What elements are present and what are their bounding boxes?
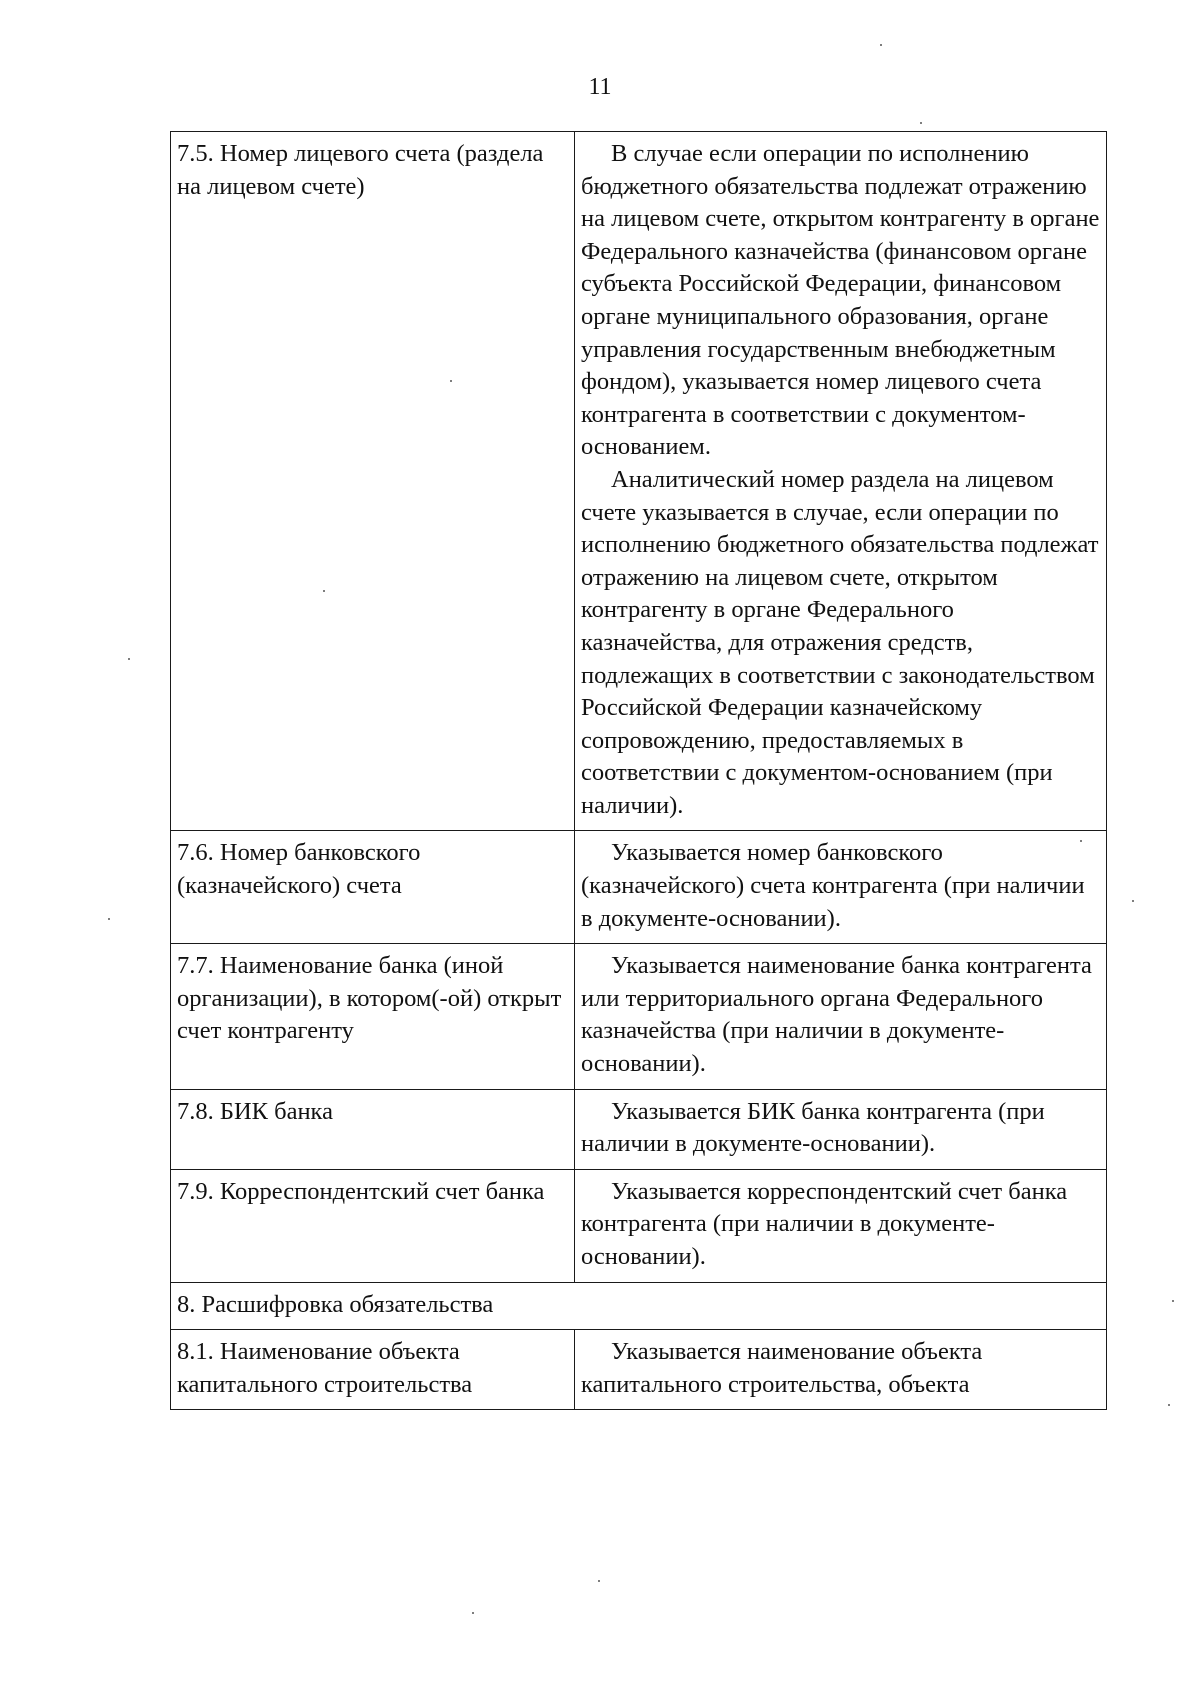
description-paragraph: Указывается корреспондентский счет банка контрагента (при наличии в документе-основании). xyxy=(581,1177,1068,1270)
row-description-cell xyxy=(575,944,1107,1089)
table-row xyxy=(171,944,1107,1089)
scan-speck xyxy=(598,1580,600,1582)
row-description-cell xyxy=(575,1089,1107,1169)
page-number: 11 xyxy=(588,74,612,100)
section-heading-row xyxy=(171,1282,1107,1330)
scan-speck xyxy=(128,658,130,660)
row-description-cell xyxy=(575,1330,1107,1410)
row-label-cell xyxy=(171,1330,575,1410)
row-label-cell xyxy=(171,1169,575,1282)
scan-speck xyxy=(1168,1404,1170,1406)
row-label: 8.1. Наименование объекта капитального строительства xyxy=(177,1338,473,1398)
scan-speck xyxy=(1080,840,1082,842)
row-label: 7.5. Номер лицевого счета (раздела на лицевом счете) xyxy=(177,140,544,200)
requisites-table xyxy=(170,131,1107,1410)
section-heading: 8. Расшифровка обязательства xyxy=(171,1282,1107,1330)
table-row xyxy=(171,132,1107,831)
row-label: 7.8. БИК банка xyxy=(177,1097,333,1125)
scan-speck xyxy=(1172,1300,1174,1302)
row-label: 7.6. Номер банковского (казначейского) счета xyxy=(177,839,421,900)
table-row xyxy=(171,1089,1107,1169)
scan-speck xyxy=(1132,900,1134,902)
description-paragraph: В случае если операции по исполнению бюджетного обязательства подлежат отражению на лицевом счете, открытом контрагенту в органе Федерального казначейства (финансовом органе субъекта Российской Федерации, финансовом органе муниципального образования, органе управления государственным внебюджетным фондом), указывается номер лицевого счета контрагента в соответствии с документом-основанием. xyxy=(581,140,1100,461)
description-paragraph: Аналитический номер раздела на лицевом счете указывается в случае, если операции по исполнению бюджетного обязательства подлежат отражению на лицевом счете, открытом контрагенту в органе Федерального казначейства, для отражения средств, подлежащих в соответствии с законодательством Российской Федерации казначейскому сопровождению, предоставляемых в соответствии с документом-основанием (при наличии). xyxy=(581,465,1099,819)
row-label-cell xyxy=(171,132,575,831)
scan-speck xyxy=(323,590,325,592)
table-row xyxy=(171,1330,1107,1410)
row-label: 7.9. Корреспондентский счет банка xyxy=(177,1177,545,1205)
scan-speck xyxy=(880,44,882,46)
scan-speck xyxy=(450,380,452,382)
description-paragraph: Указывается номер банковского (казначейского) счета контрагента (при наличии в документе-основании). xyxy=(581,839,1085,932)
description-paragraph: Указывается БИК банка контрагента (при наличии в документе-основании). xyxy=(581,1097,1045,1158)
row-description-cell xyxy=(575,132,1107,831)
description-paragraph: Указывается наименование банка контрагента или территориального органа Федерального казначейства (при наличии в документе-основании). xyxy=(581,952,1092,1078)
row-label-cell xyxy=(171,831,575,944)
table-row xyxy=(171,831,1107,944)
row-label-cell xyxy=(171,944,575,1089)
row-label: 7.7. Наименование банка (иной организации), в котором(-ой) открыт счет контрагенту xyxy=(177,952,562,1045)
table-row xyxy=(171,1169,1107,1282)
row-label-cell xyxy=(171,1089,575,1169)
scan-speck xyxy=(472,1612,474,1614)
row-description-cell xyxy=(575,831,1107,944)
scan-speck xyxy=(108,918,110,920)
scan-speck xyxy=(920,122,922,124)
row-description-cell xyxy=(575,1169,1107,1282)
description-paragraph: Указывается наименование объекта капитального строительства, объекта xyxy=(581,1338,983,1398)
